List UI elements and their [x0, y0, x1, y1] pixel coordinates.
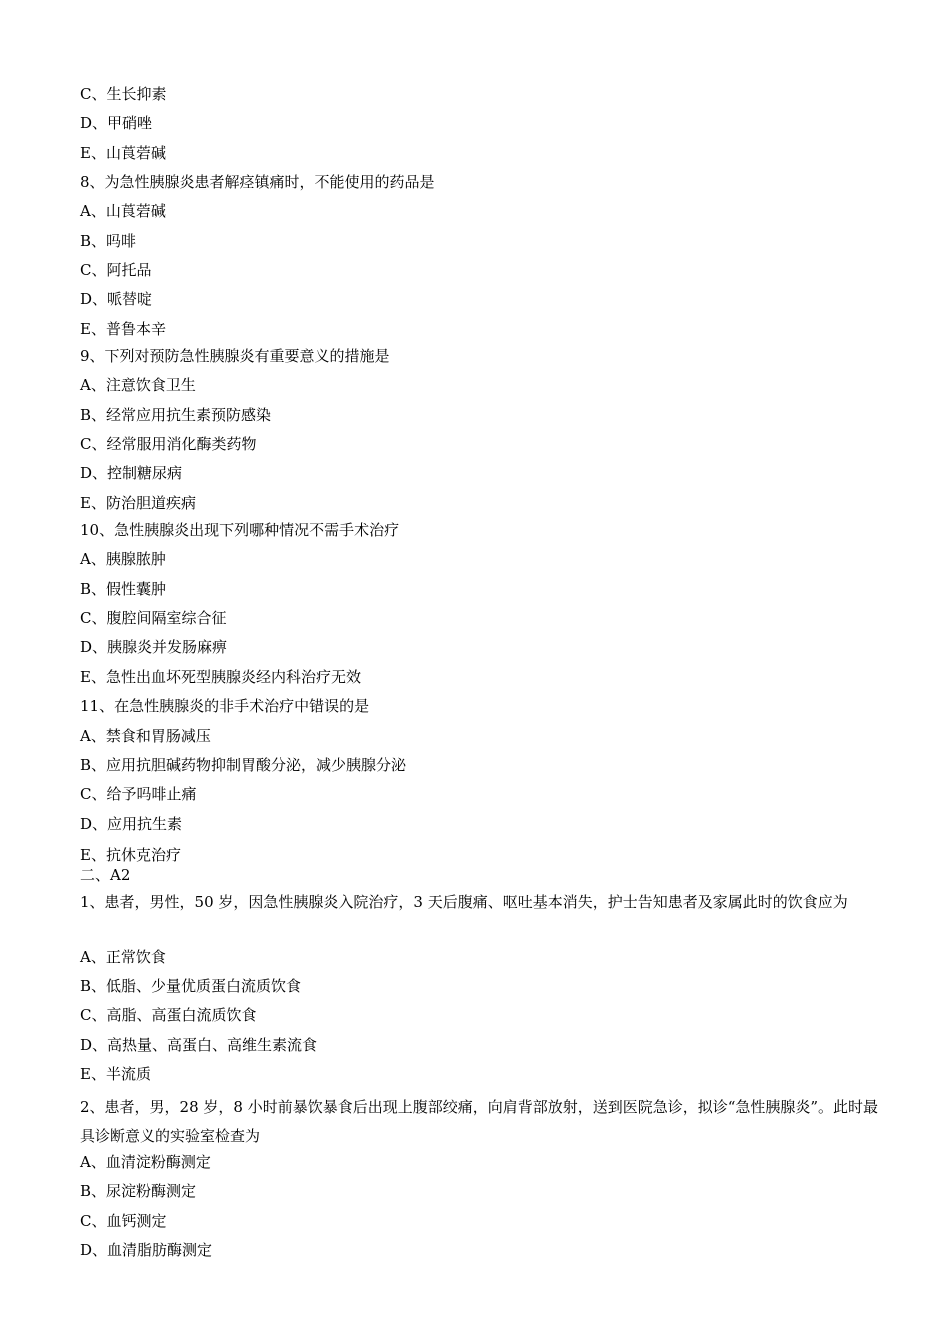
text-line: B、吗啡	[80, 232, 137, 250]
text-line: 10、急性胰腺炎出现下列哪种情况不需手术治疗	[80, 521, 400, 539]
text-line: 8、为急性胰腺炎患者解痉镇痛时，不能使用的药品是	[80, 173, 435, 191]
text-line: D、控制糖尿病	[80, 464, 183, 482]
text-line: D、甲硝唑	[80, 114, 153, 132]
text-line: B、尿淀粉酶测定	[80, 1182, 197, 1200]
text-line: A、禁食和胃肠减压	[80, 727, 211, 745]
text-line: 2、患者，男，28 岁，8 小时前暴饮暴食后出现上腹部绞痛，向肩背部放射，送到医院急诊，拟诊“急性胰腺炎”。此时最具诊断意义的实验室检查为	[80, 1098, 879, 1145]
text-line: C、高脂、高蛋白流质饮食	[80, 1006, 257, 1024]
text-line: D、哌替啶	[80, 290, 153, 308]
text-line: D、胰腺炎并发肠麻痹	[80, 638, 228, 656]
text-line: 二、A2	[80, 866, 131, 884]
text-line: E、山莨菪碱	[80, 144, 166, 162]
text-line: D、血清脂肪酶测定	[80, 1241, 213, 1259]
text-line: C、阿托品	[80, 261, 152, 279]
text-line: A、注意饮食卫生	[80, 376, 196, 394]
text-line: C、腹腔间隔室综合征	[80, 609, 227, 627]
text-line: B、应用抗胆碱药物抑制胃酸分泌，减少胰腺分泌	[80, 756, 407, 774]
text-line: D、高热量、高蛋白、高维生素流食	[80, 1036, 318, 1054]
text-line: C、给予吗啡止痛	[80, 785, 197, 803]
text-line: D、应用抗生素	[80, 815, 183, 833]
text-line: B、假性囊肿	[80, 580, 167, 598]
text-line: E、急性出血坏死型胰腺炎经内科治疗无效	[80, 668, 361, 686]
text-line: E、普鲁本辛	[80, 320, 166, 338]
text-line: C、生长抑素	[80, 85, 167, 103]
text-line: C、血钙测定	[80, 1212, 167, 1230]
text-line: 11、在急性胰腺炎的非手术治疗中错误的是	[80, 697, 370, 715]
text-line: B、低脂、少量优质蛋白流质饮食	[80, 977, 302, 995]
text-line: A、血清淀粉酶测定	[80, 1153, 211, 1171]
text-line: E、半流质	[80, 1065, 151, 1083]
text-line: B、经常应用抗生素预防感染	[80, 406, 272, 424]
text-line: A、正常饮食	[80, 948, 166, 966]
text-line: 9、下列对预防急性胰腺炎有重要意义的措施是	[80, 347, 390, 365]
text-line: A、山莨菪碱	[80, 202, 166, 220]
text-line: A、胰腺脓肿	[80, 550, 166, 568]
text-line: E、防治胆道疾病	[80, 494, 196, 512]
text-line: E、抗休克治疗	[80, 846, 181, 864]
text-line: C、经常服用消化酶类药物	[80, 435, 257, 453]
text-line: 1、患者，男性，50 岁，因急性胰腺炎入院治疗，3 天后腹痛、呕吐基本消失，护士告知患者及家属此时的饮食应为	[80, 893, 848, 911]
